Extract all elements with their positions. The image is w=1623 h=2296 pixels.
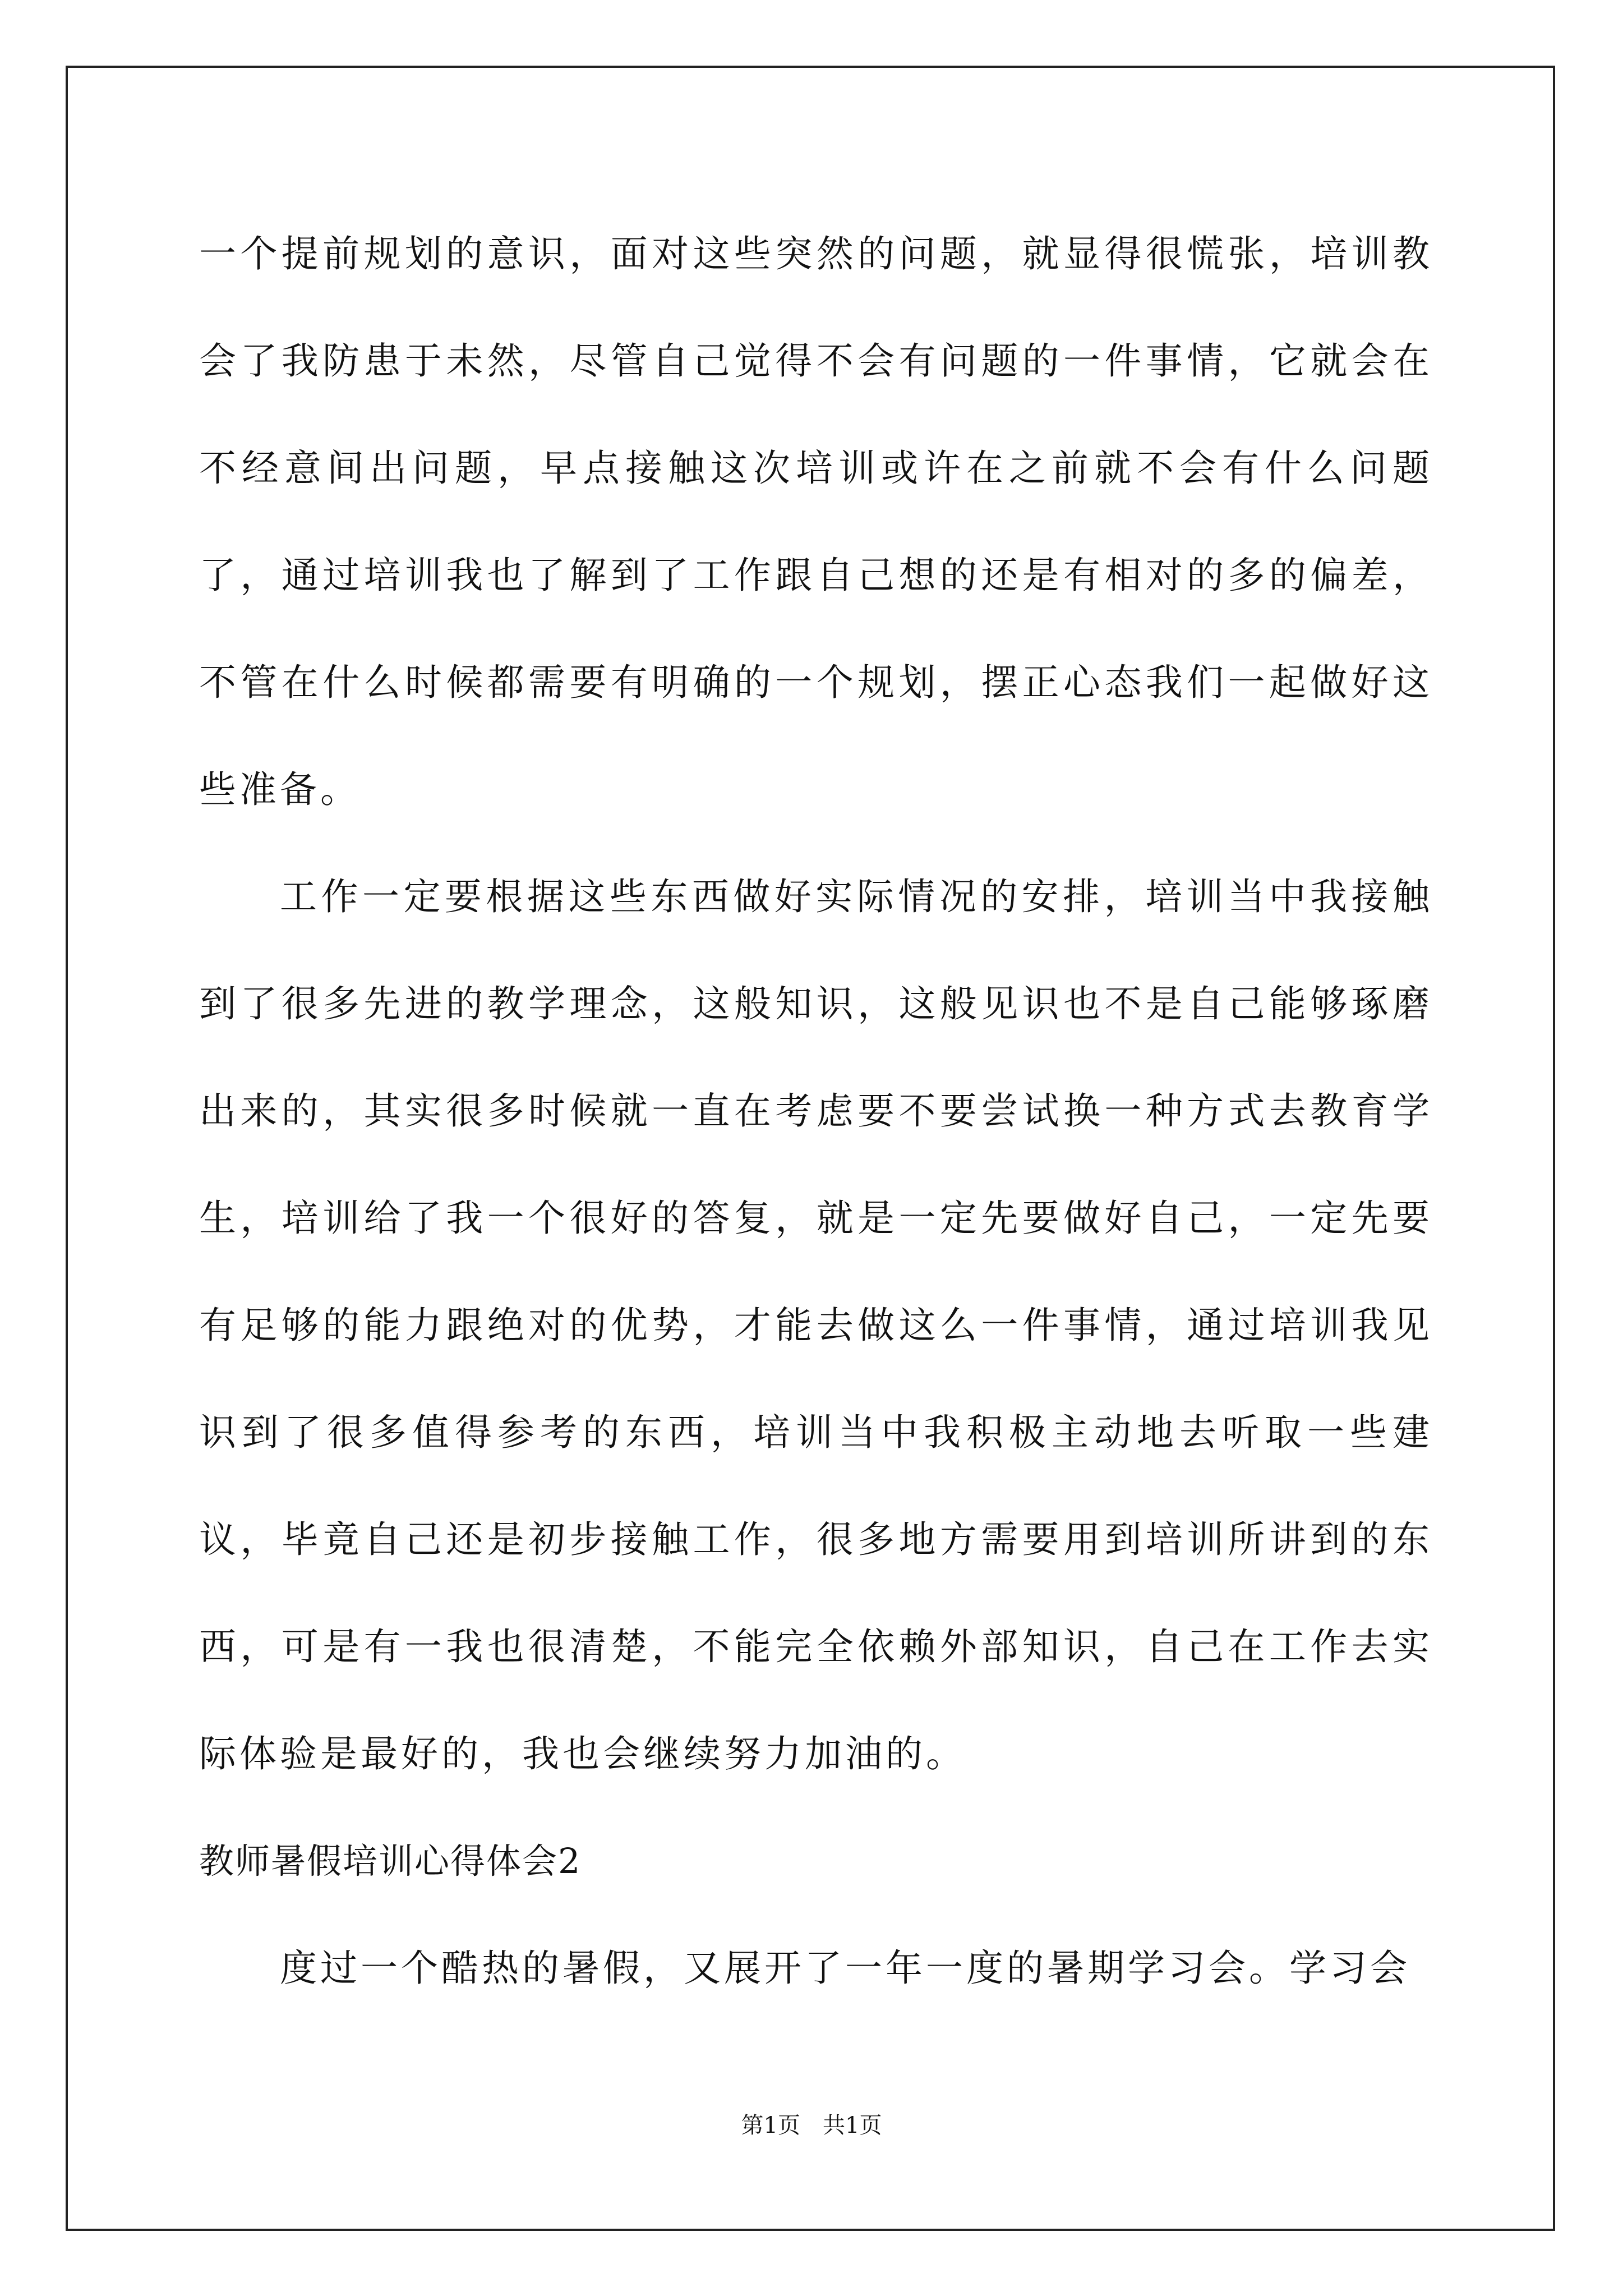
paragraph-2: 工作一定要根据这些东西做好实际情况的安排，培训当中我接触到了很多先进的教学理念，这般知识，这般见识也不是自己能够琢磨出来的，其实很多时候就一直在考虑要不要尝试换一种方式去教育学生，培训给了我一个很好的答复，就是一定先要做好自己，一定先要有足够的能力跟绝对的优势，才能去做这么一件事情，通过培训我见识到了很多值得参考的东西，培训当中我积极主动地去听取一些建议，毕竟自己还是初步接触工作，很多地方需要用到培训所讲到的东西，可是有一我也很清楚，不能完全依赖外部知识，自己在工作去实际体验是最好的，我也会继续努力加油的。 xyxy=(199,875,1433,1775)
paragraph-3: 度过一个酷热的暑假，又展开了一年一度的暑期学习会。学习会 xyxy=(280,1947,1410,1990)
section-heading: 教师暑假培训心得体会2 xyxy=(199,1841,582,1881)
document-body xyxy=(199,200,1433,2022)
page-number: 第1页 共1页 xyxy=(741,2113,882,2138)
paragraph-1: 一个提前规划的意识，面对这些突然的问题，就显得很慌张，培训教会了我防患于未然，尽管自己觉得不会有问题的一件事情，它就会在不经意间出问题，早点接触这次培训或许在之前就不会有什么问题了，通过培训我也了解到了工作跟自己想的还是有相对的多的偏差，不管在什么时候都需要有明确的一个规划，摆正心态我们一起做好这些准备。 xyxy=(199,232,1433,811)
